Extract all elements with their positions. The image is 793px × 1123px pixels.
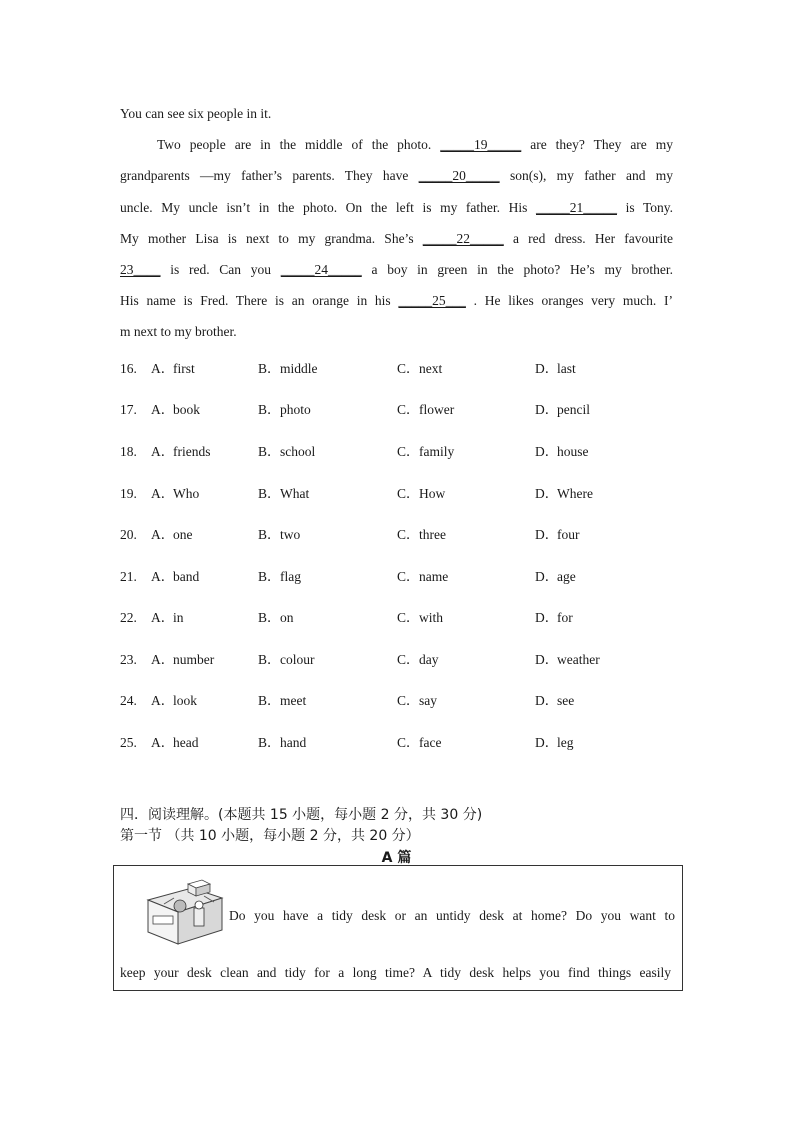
option-d[interactable]: D．pencil: [535, 402, 590, 417]
passage-line-4: uncle. My uncle isn’t in the photo. On the left is my father. His _____21_____ is Tony.: [120, 200, 674, 215]
messy-desk-illustration: [144, 878, 224, 946]
option-a[interactable]: A．number: [151, 652, 215, 667]
passage-title: A 篇: [381, 850, 412, 866]
option-a[interactable]: A．first: [151, 361, 195, 376]
question-number: 20.: [120, 527, 137, 542]
option-b[interactable]: B．two: [258, 527, 301, 542]
blank-22: _____22_____: [422, 231, 504, 246]
option-c[interactable]: C．three: [397, 527, 446, 542]
option-d[interactable]: D．house: [535, 444, 589, 459]
option-b[interactable]: B．on: [258, 610, 294, 625]
part-title: 第一节 （共 10 小题，每小题 2 分，共 20 分）: [120, 828, 420, 844]
option-b[interactable]: B．school: [258, 444, 316, 459]
option-c[interactable]: C．face: [397, 735, 442, 750]
passage-line-5: My mother Lisa is next to my grandma. She’s _____22_____ a red dress. Her favourite: [120, 231, 674, 246]
option-a[interactable]: A．band: [151, 569, 200, 584]
passage-line-1: You can see six people in it.: [120, 106, 272, 121]
question-row: [120, 442, 680, 462]
option-a[interactable]: A．head: [151, 735, 199, 750]
option-a[interactable]: A．look: [151, 693, 198, 708]
option-d[interactable]: D．weather: [535, 652, 600, 667]
option-c[interactable]: C．say: [397, 693, 437, 708]
reading-passage-box: [113, 865, 683, 991]
question-number: 24.: [120, 693, 137, 708]
passage-line-1: Do you have a tidy desk or an untidy desk at home? Do you want to: [229, 908, 675, 923]
blank-24: _____24_____: [280, 262, 362, 277]
option-d[interactable]: D．for: [535, 610, 573, 625]
question-row: [120, 525, 680, 545]
option-a[interactable]: A．in: [151, 610, 184, 625]
option-d[interactable]: D．last: [535, 361, 576, 376]
option-c[interactable]: C．flower: [397, 402, 455, 417]
question-number: 17.: [120, 402, 137, 417]
passage-line-2: keep your desk clean and tidy for a long time? A tidy desk helps you find things easily: [120, 965, 671, 980]
passage-line-7: His name is Fred. There is an orange in his _____25___ . He likes oranges very much. I’: [120, 293, 673, 308]
question-row: [120, 608, 680, 628]
question-row: [120, 567, 680, 587]
passage-line-2: Two people are in the middle of the photo. _____19_____ are they? They are my: [157, 137, 674, 152]
option-d[interactable]: D．four: [535, 527, 580, 542]
option-b[interactable]: B．What: [258, 486, 310, 501]
option-b[interactable]: B．meet: [258, 693, 307, 708]
option-d[interactable]: D．Where: [535, 486, 593, 501]
passage-line-6: 23____ is red. Can you _____24_____ a boy in green in the photo? He’s my brother.: [120, 262, 674, 277]
option-c[interactable]: C．How: [397, 486, 446, 501]
question-row: [120, 400, 680, 420]
option-c[interactable]: C．family: [397, 444, 455, 459]
question-row: [120, 650, 680, 670]
question-row: [120, 691, 680, 711]
blank-19: _____19_____: [440, 137, 522, 152]
question-number: 16.: [120, 361, 137, 376]
option-c[interactable]: C．name: [397, 569, 449, 584]
question-row: [120, 359, 680, 379]
blank-21: _____21_____: [536, 200, 617, 215]
option-b[interactable]: B．flag: [258, 569, 301, 584]
question-number: 23.: [120, 652, 137, 667]
blank-20: _____20_____: [418, 168, 500, 183]
blank-25: _____25___: [398, 293, 466, 308]
passage-line-8: m next to my brother.: [120, 324, 237, 339]
question-number: 19.: [120, 486, 137, 501]
option-a[interactable]: A．one: [151, 527, 193, 542]
option-b[interactable]: B．photo: [258, 402, 311, 417]
option-c[interactable]: C．next: [397, 361, 443, 376]
option-c[interactable]: C．day: [397, 652, 439, 667]
option-b[interactable]: B．middle: [258, 361, 318, 376]
option-b[interactable]: B．hand: [258, 735, 307, 750]
blank-23: 23____: [120, 262, 161, 277]
option-d[interactable]: D．age: [535, 569, 576, 584]
question-number: 22.: [120, 610, 137, 625]
question-number: 25.: [120, 735, 137, 750]
question-number: 18.: [120, 444, 137, 459]
option-a[interactable]: A．book: [151, 402, 200, 417]
option-b[interactable]: B．colour: [258, 652, 315, 667]
question-row: [120, 733, 680, 753]
option-c[interactable]: C．with: [397, 610, 444, 625]
option-a[interactable]: A．Who: [151, 486, 200, 501]
passage-line-3: grandparents —my father’s parents. They have _____20_____ son(s), my father and my: [120, 168, 674, 183]
question-row: [120, 484, 680, 504]
question-number: 21.: [120, 569, 137, 584]
option-d[interactable]: D．see: [535, 693, 575, 708]
section-title: 四．阅读理解。(本题共 15 小题，每小题 2 分，共 30 分): [120, 807, 483, 823]
option-d[interactable]: D．leg: [535, 735, 574, 750]
option-a[interactable]: A．friends: [151, 444, 211, 459]
